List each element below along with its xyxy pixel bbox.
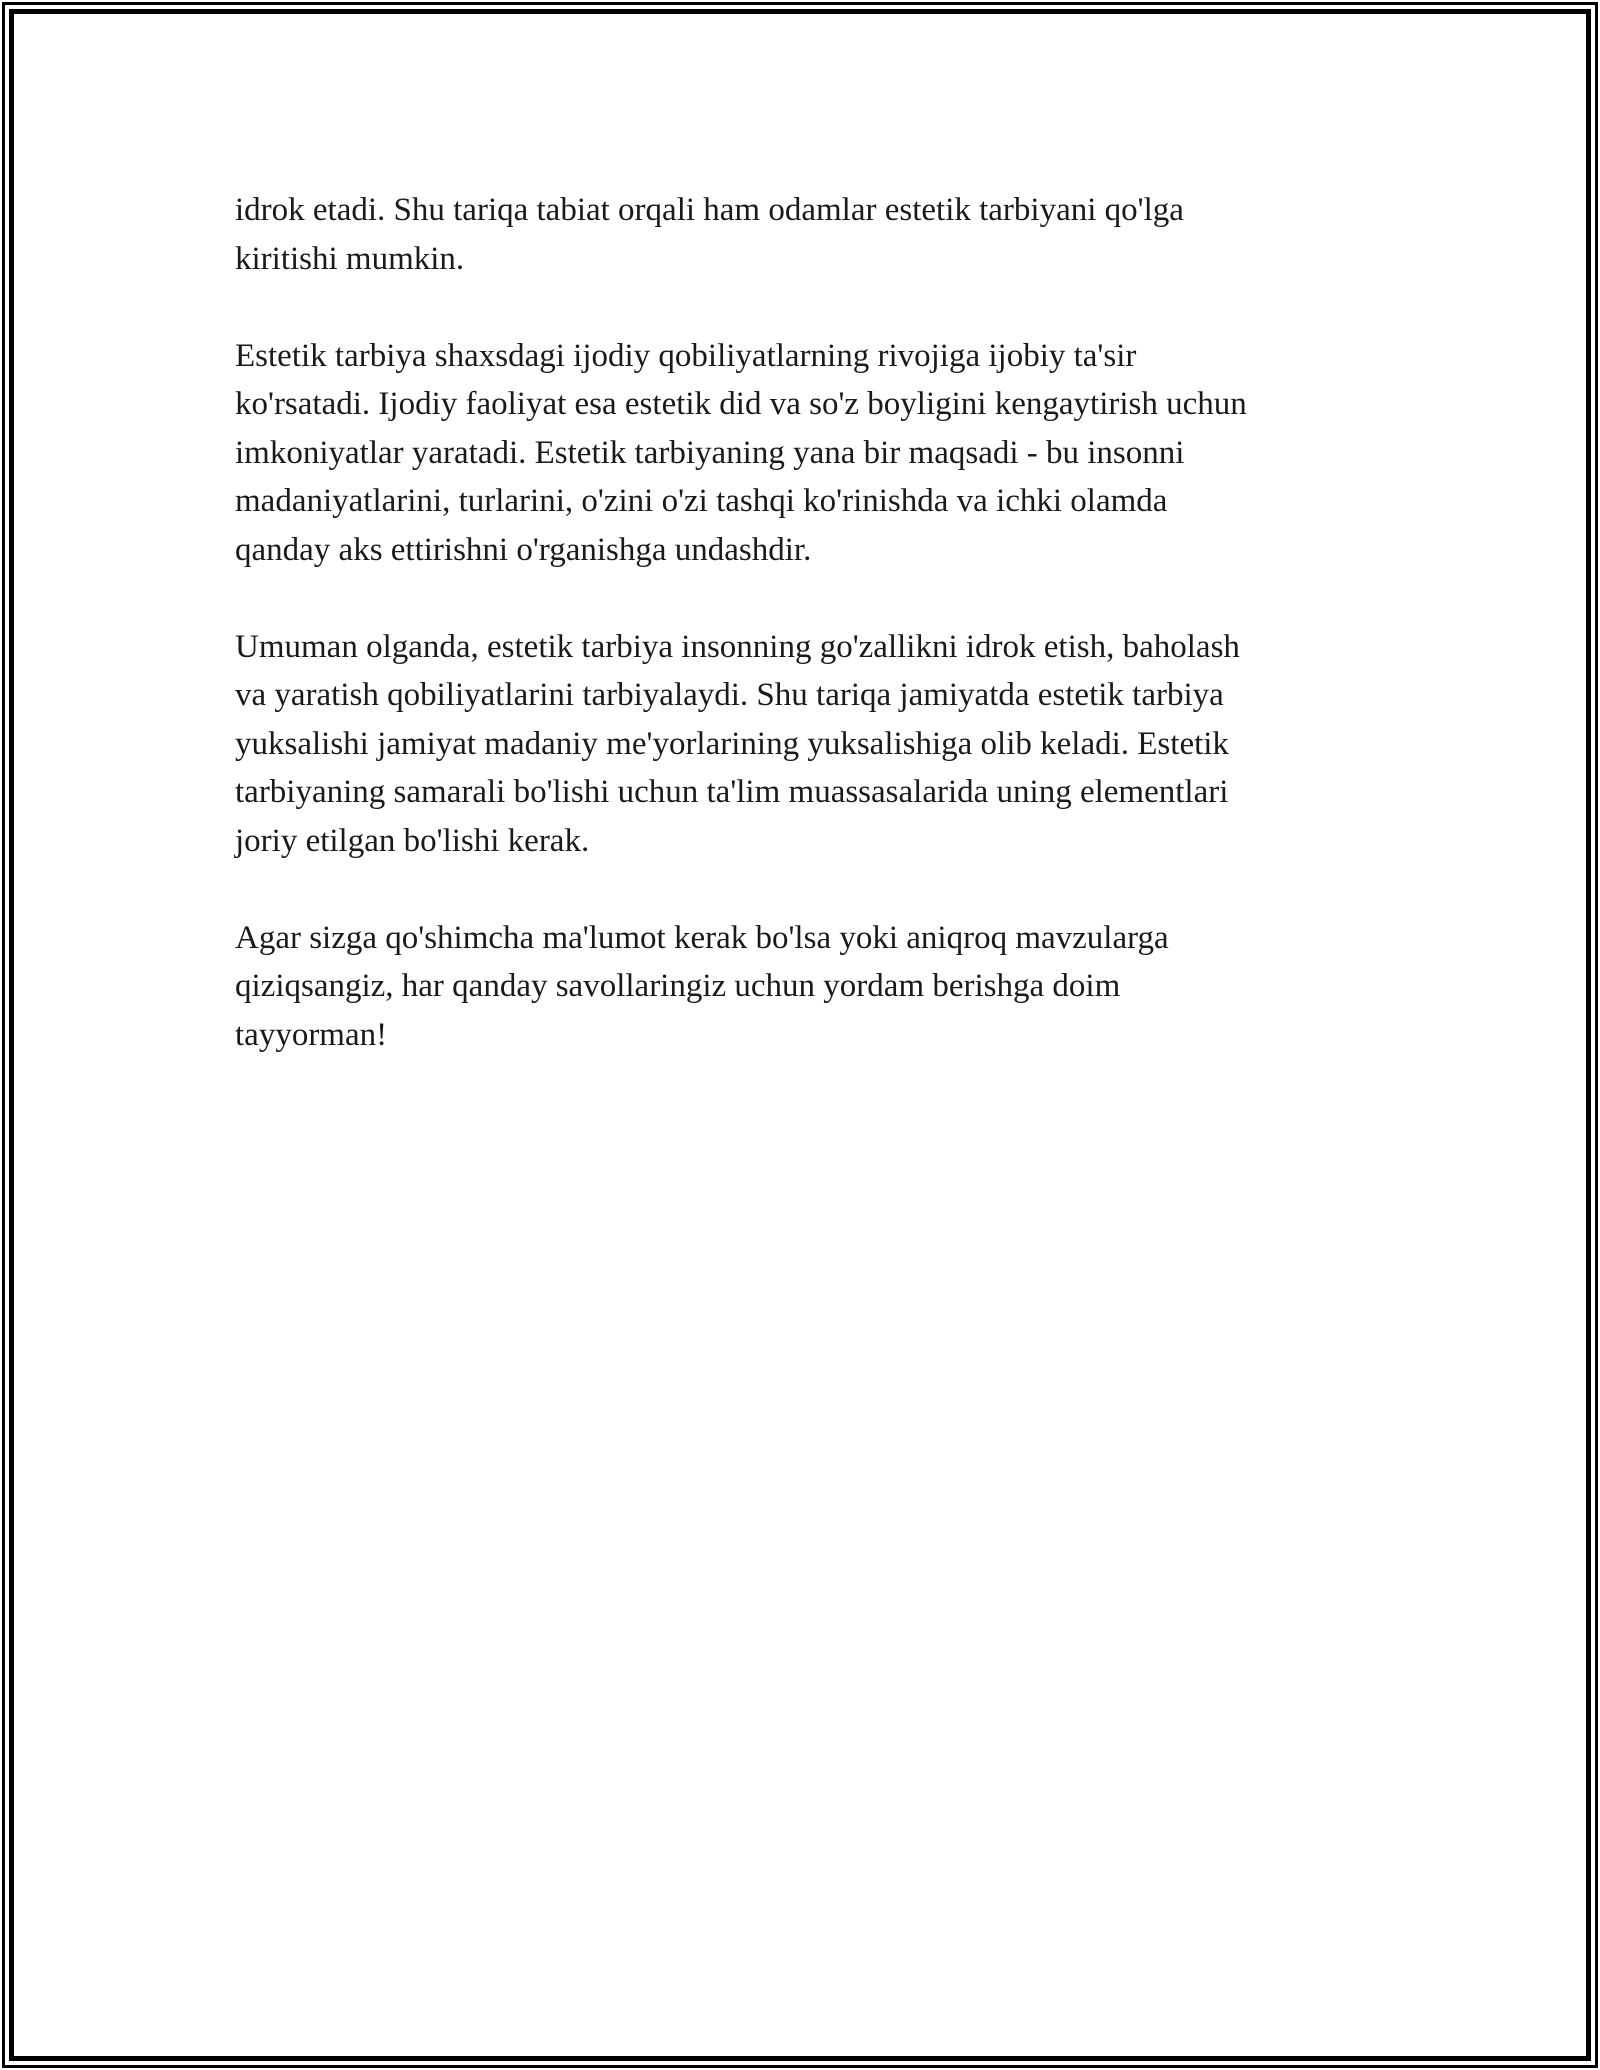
- paragraph-3: Umuman olganda, estetik tarbiya insonning go'zallikni idrok etish, baholash va yaratish qobiliyatlarini tarbiyalaydi. Shu tariqa jamiyatda estetik tarbiya yuksalishi jamiyat madaniy me'yorlarining yuksalishiga olib keladi. Estetik tarbiyaning samarali bo'lishi uchun ta'lim muassasalarida uning elementlari joriy etilgan bo'lishi kerak.: [235, 628, 1240, 859]
- paragraph-2: Estetik tarbiya shaxsdagi ijodiy qobiliyatlarning rivojiga ijobiy ta'sir ko'rsatadi. Ijodiy faoliyat esa estetik did va so'z boyligini kengaytirish uchun imkoniyatlar yaratadi. Estetik tarbiyaning yana bir maqsadi - bu insonni madaniyatlarini, turlarini, o'zini o'zi tashqi ko'rinishda va ichki olamda qanday aks ettirishni o'rganishga undashdir.: [235, 337, 1247, 568]
- document-body: [235, 186, 1375, 1059]
- paragraph-4: Agar sizga qo'shimcha ma'lumot kerak bo'lsa yoki aniqroq mavzularga qiziqsangiz, har qanday savollaringiz uchun yordam berishga doim tayyorman!: [235, 919, 1169, 1053]
- paragraph-1: idrok etadi. Shu tariqa tabiat orqali ham odamlar estetik tarbiyani qo'lga kiritishi mumkin.: [235, 192, 1184, 277]
